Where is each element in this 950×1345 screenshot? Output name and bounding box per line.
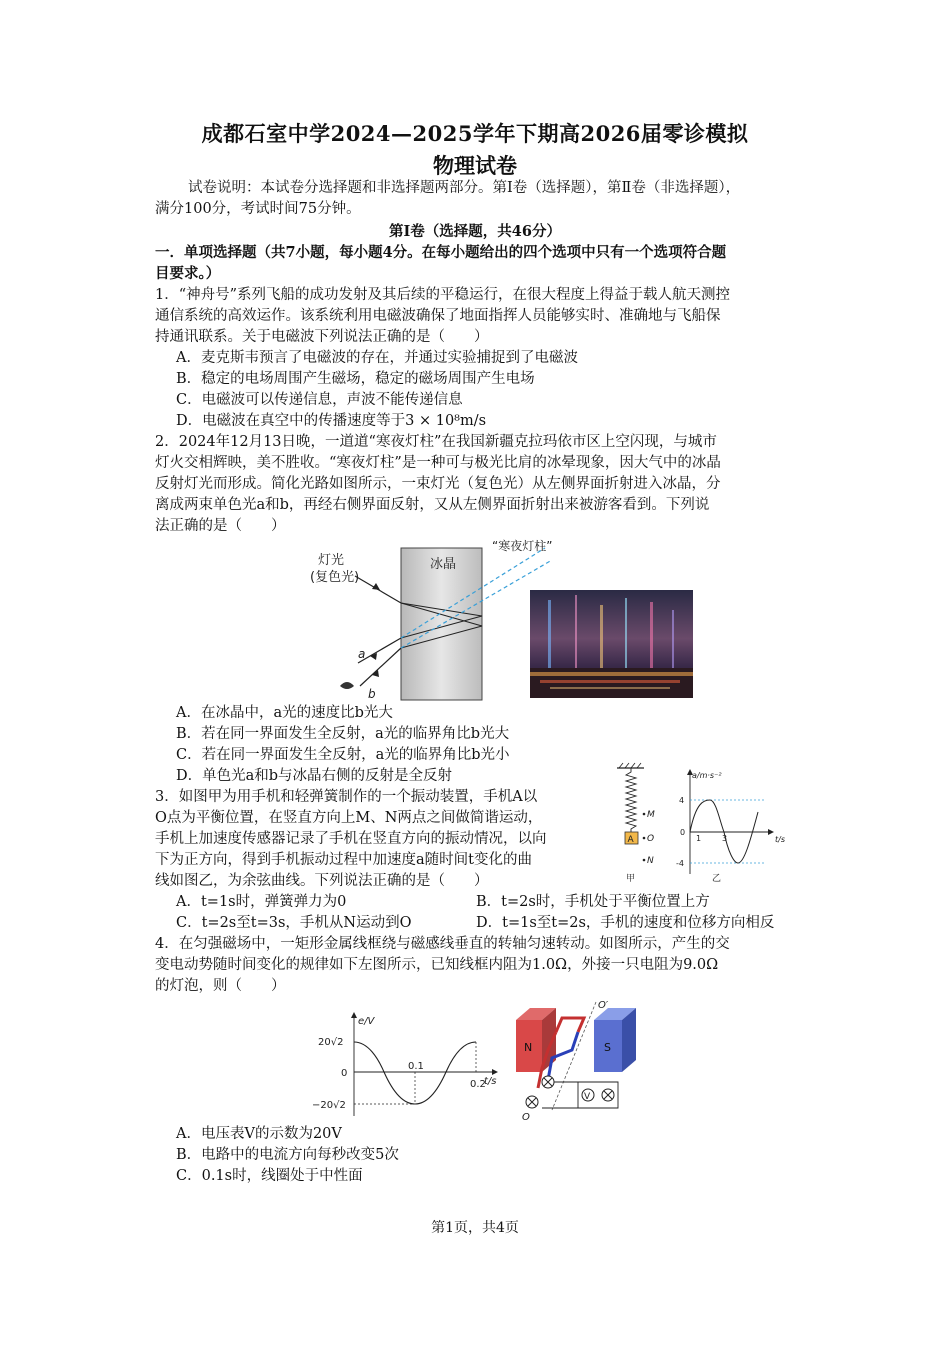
light-label: 灯光 <box>318 553 345 568</box>
axis-o: O <box>522 1112 530 1123</box>
intro-line: 满分100分，考试时间75分钟。 <box>155 201 361 217</box>
arrow-icon <box>492 1069 498 1075</box>
emf-time-graph <box>308 1008 508 1118</box>
light-label-sub: (复色光) <box>310 570 360 585</box>
q1-stem: 持通讯联系。关于电磁波下列说法正确的是（ ） <box>155 329 489 345</box>
section-heading: 第Ⅰ卷（选择题，共46分） <box>389 223 561 240</box>
tick-neg: -4 <box>676 859 684 868</box>
q3-stem: O点为平衡位置，在竖直方向上M、N两点之间做简谐运动， <box>155 810 543 826</box>
q2-stem: 离成两束单色光a和b，再经右侧界面反射，又从左侧界面折射出来被游客看到。下列说 <box>155 497 710 513</box>
magnet-s-label: S <box>604 1041 611 1054</box>
graph-y-label: e/V <box>358 1016 375 1027</box>
generator-diagram <box>512 998 652 1124</box>
page-footer: 第1页，共4页 <box>431 1220 519 1236</box>
arrow-icon <box>768 829 774 835</box>
q1-option-a: A．麦克斯韦预言了电磁波的存在，并通过实验捕捉到了电磁波 <box>176 350 578 366</box>
part-instructions: 一．单项选择题（共7小题，每小题4分。在每小题给出的四个选项中只有一个选项符合题 <box>155 244 727 261</box>
intro-line: 试卷说明：本试卷分选择题和非选择题两部分。第Ⅰ卷（选择题），第Ⅱ卷（非选择题）， <box>188 180 741 196</box>
q4-stem: 的灯泡，则（ ） <box>155 978 286 994</box>
tick-3: 3 <box>722 834 728 843</box>
q1-option-d: D．电磁波在真空中的传播速度等于3 × 10⁸m/s <box>176 413 487 429</box>
phone-label: A <box>627 835 634 845</box>
point-o: O <box>647 834 655 844</box>
arrow-icon <box>351 1012 357 1018</box>
tick-0-2: 0.2 <box>470 1079 486 1090</box>
exam-subtitle: 物理试卷 <box>433 153 517 178</box>
q4-option-a: A．电压表V的示数为20V <box>176 1126 342 1142</box>
point-m: M <box>647 810 655 820</box>
q3-option-b: B．t=2s时，手机处于平衡位置上方 <box>476 894 710 910</box>
q1-stem: 1．“神舟号”系列飞船的成功发射及其后续的平稳运行，在很大程度上得益于载人航天测控 <box>155 287 731 303</box>
spring <box>626 768 636 832</box>
graph-x-label: t/s <box>484 1076 497 1087</box>
q2-stem: 反射灯光而形成。简化光路如图所示，一束灯光（复色光）从左侧界面折射进入冰晶，分 <box>155 476 721 492</box>
tick-pos: 20√2 <box>318 1037 344 1048</box>
q3-stem: 手机上加速度传感器记录了手机在竖直方向的振动情况，以向 <box>155 831 547 847</box>
q2-stem: 灯火交相辉映，美不胜收。“寒夜灯柱”是一种可与极光比肩的冰晕现象，因大气中的冰晶 <box>155 455 721 471</box>
q3-option-a: A．t=1s时，弹簧弹力为0 <box>176 894 347 910</box>
graph-y-label: a/m·s⁻² <box>692 771 722 780</box>
eye-icon <box>340 682 354 689</box>
magnet-n-label: N <box>524 1041 533 1054</box>
q3-stem: 下为正方向，得到手机振动过程中加速度a随时间t变化的曲 <box>155 852 532 868</box>
q4-stem: 变电动势随时间变化的规律如下左图所示，已知线框内阻为1.0Ω，外接一只电阻为9.0Ω <box>155 957 719 973</box>
q3-option-c: C．t=2s至t=3s，手机从N运动到O <box>176 915 412 931</box>
caption-yi: 乙 <box>712 874 722 884</box>
acceleration-time-graph <box>676 769 785 884</box>
graph-x-label: t/s <box>775 835 785 844</box>
q3-stem: 3．如图甲为用手机和轻弹簧制作的一个振动装置，手机A以 <box>155 789 538 805</box>
voltmeter-label: V <box>584 1092 591 1102</box>
ray-b-label: b <box>368 687 376 701</box>
q2-stem: 2．2024年12月13日晚，一道道“寒夜灯柱”在我国新疆克拉玛依市区上空闪现，与城市 <box>155 434 717 450</box>
exam-title: 成都石室中学2024—2025学年下期高2026届零诊模拟 <box>201 121 749 146</box>
ray-b-out <box>360 648 401 686</box>
q1-stem: 通信系统的高效运作。该系统利用电磁波确保了地面指挥人员能够实时、准确地与飞船保 <box>155 308 721 324</box>
q1-option-c: C．电磁波可以传递信息，声波不能传递信息 <box>176 392 463 408</box>
tick-neg: −20√2 <box>312 1100 346 1111</box>
tick-1: 1 <box>696 834 702 843</box>
pillar-label: “寒夜灯柱” <box>492 539 553 553</box>
q2-option-d: D．单色光a和b与冰晶右侧的反射是全反射 <box>176 768 453 784</box>
light-pillar-photo <box>530 590 693 698</box>
point-n: N <box>647 856 654 866</box>
q3-option-d: D．t=1s至t=2s，手机的速度和位移方向相反 <box>476 915 775 931</box>
caption-jia: 甲 <box>626 874 636 884</box>
axis-o-prime: O′ <box>598 1000 609 1011</box>
q1-option-b: B．稳定的电场周围产生磁场，稳定的磁场周围产生电场 <box>176 371 535 387</box>
q4-stem: 4．在匀强磁场中，一矩形金属线框绕与磁感线垂直的转轴匀速转动。如图所示，产生的交 <box>155 936 730 952</box>
q2-option-a: A．在冰晶中，a光的速度比b光大 <box>176 705 393 721</box>
q4-option-c: C．0.1s时，线圈处于中性面 <box>176 1168 363 1184</box>
crystal-label: 冰晶 <box>430 557 457 572</box>
ray-a-label: a <box>358 647 366 661</box>
q2-stem: 法正确的是（ ） <box>155 518 286 534</box>
coil-red <box>556 1018 584 1032</box>
tick-pos: 4 <box>679 796 685 805</box>
spring-oscillator-figure <box>612 762 802 886</box>
tick-zero: 0 <box>341 1068 348 1079</box>
part-instructions: 目要求。） <box>155 265 221 282</box>
cosine-curve <box>690 800 758 863</box>
q4-option-b: B．电路中的电流方向每秒改变5次 <box>176 1147 399 1163</box>
tick-zero: 0 <box>680 828 686 837</box>
q2-option-c: C．若在同一界面发生全反射，a光的临界角比b光小 <box>176 747 510 763</box>
q2-option-b: B．若在同一界面发生全反射，a光的临界角比b光大 <box>176 726 510 742</box>
tick-0-1: 0.1 <box>408 1061 424 1072</box>
q3-stem: 线如图乙，为余弦曲线。下列说法正确的是（ ） <box>155 873 489 889</box>
